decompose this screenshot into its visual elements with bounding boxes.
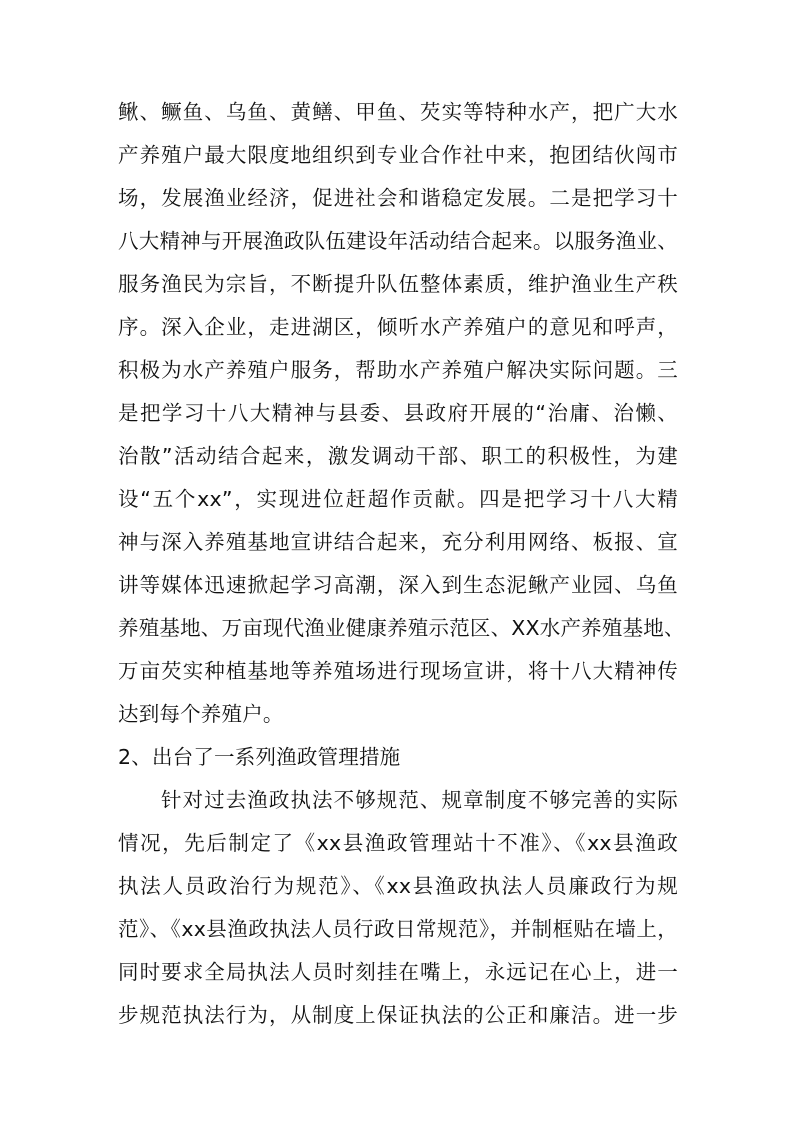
- body-text-line: 针对过去渔政执法不够规范、规章制度不够完善的实际: [161, 788, 678, 812]
- body-text-line: 神与深入养殖基地宣讲结合起来，充分利用网络、板报、宣: [118, 530, 678, 554]
- body-text-line: 产养殖户最大限度地组织到专业合作社中来，抱团结伙闯市: [118, 143, 678, 167]
- section-heading: 2、出台了一系列渔政管理措施: [118, 745, 401, 769]
- body-text-line: 积极为水产养殖户服务，帮助水产养殖户解决实际问题。三: [118, 358, 678, 382]
- body-text-line: 万亩芡实种植基地等养殖场进行现场宣讲，将十八大精神传: [118, 659, 678, 683]
- body-text-line: 同时要求全局执法人员时刻挂在嘴上，永远记在心上，进一: [118, 960, 678, 984]
- body-text-line: 是把学习十八大精神与县委、县政府开展的“治庸、治懒、: [118, 401, 678, 425]
- body-text-line: 情况，先后制定了《xx县渔政管理站十不准》、《xx县渔政: [118, 831, 678, 855]
- body-text-line: 执法人员政治行为规范》、《xx县渔政执法人员廉政行为规: [118, 874, 678, 898]
- body-text-line: 步规范执法行为，从制度上保证执法的公正和廉洁。进一步: [118, 1003, 678, 1027]
- body-text-line: 讲等媒体迅速掀起学习高潮，深入到生态泥鳅产业园、乌鱼: [118, 573, 678, 597]
- body-text-line: 范》、《xx县渔政执法人员行政日常规范》，并制框贴在墙上，: [118, 917, 678, 941]
- body-text-line: 治散”活动结合起来，激发调动干部、职工的积极性，为建: [118, 444, 678, 468]
- body-text-line: 序。深入企业，走进湖区，倾听水产养殖户的意见和呼声，: [118, 315, 678, 339]
- body-text-line: 养殖基地、万亩现代渔业健康养殖示范区、XX水产养殖基地、: [118, 616, 685, 640]
- body-text-line: 达到每个养殖户。: [118, 702, 284, 726]
- body-text-line: 场，发展渔业经济，促进社会和谐稳定发展。二是把学习十: [118, 186, 678, 210]
- body-text-line: 设“五个xx”，实现进位赶超作贡献。四是把学习十八大精: [118, 487, 678, 511]
- body-text-line: 服务渔民为宗旨，不断提升队伍整体素质，维护渔业生产秩: [118, 272, 678, 296]
- body-text-line: 鳅、鳜鱼、乌鱼、黄鳝、甲鱼、芡实等特种水产，把广大水: [118, 100, 678, 124]
- body-text-line: 八大精神与开展渔政队伍建设年活动结合起来。以服务渔业、: [118, 229, 678, 253]
